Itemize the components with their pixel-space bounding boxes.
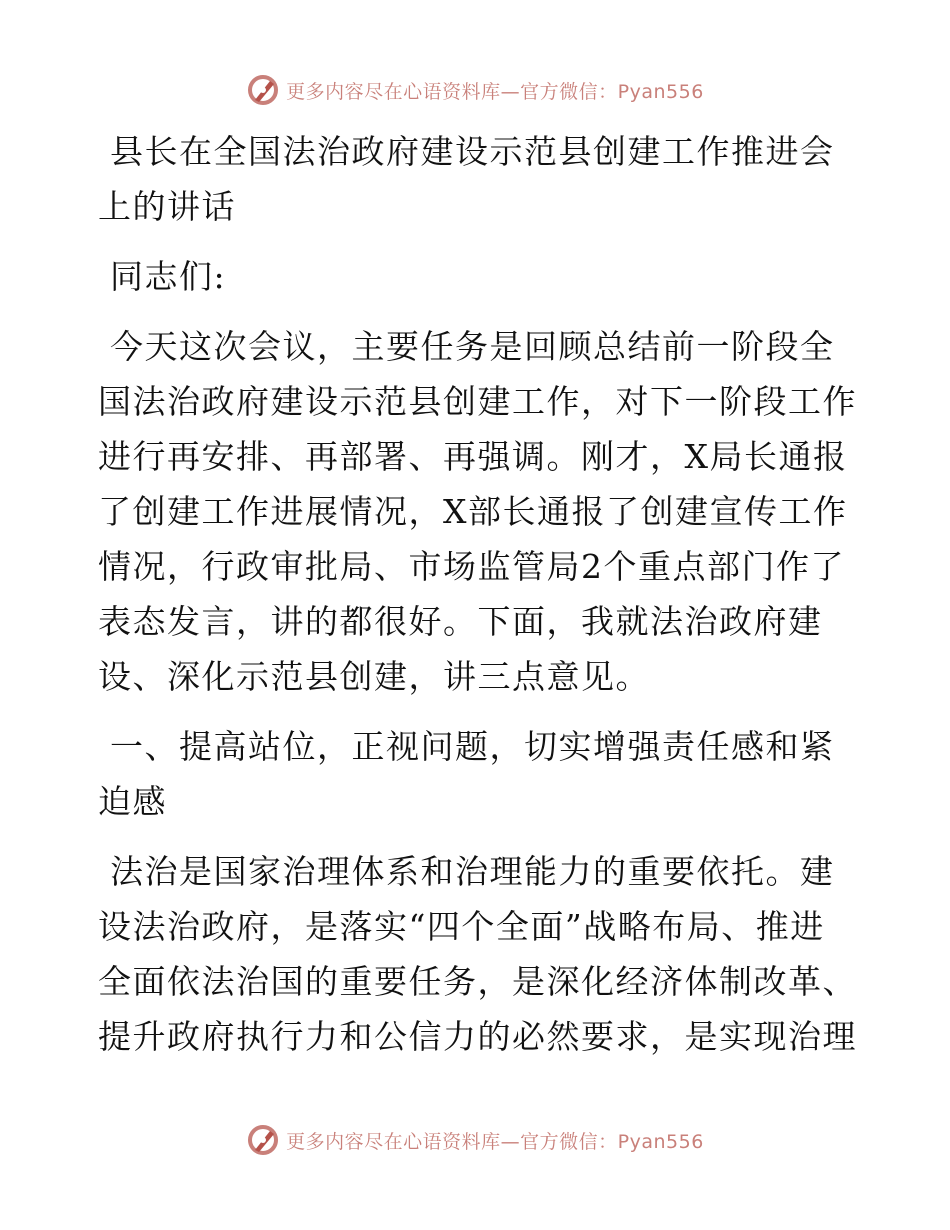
- footer-watermark: [0, 1120, 950, 1160]
- paragraph: 今天这次会议，主要任务是回顾总结前一阶段全国法治政府建设示范县创建工作，对下一阶段工作进行再安排、再部署、再强调。刚才，X局长通报了创建工作进展情况，X部长通报了创建宣传工作情况，行政审批局、市场监管局2个重点部门作了表态发言，讲的都很好。下面，我就法治政府建设、深化示范县创建，讲三点意见。: [98, 327, 857, 696]
- document-title: 县长在全国法治政府建设示范县创建工作推进会上的讲话: [98, 132, 835, 226]
- pen-circle-logo-icon: [246, 73, 280, 107]
- greeting: 同志们:: [110, 257, 227, 296]
- watermark-text: 更多内容尽在心语资料库—官方微信：Pyan556: [286, 80, 704, 103]
- header-watermark: [0, 70, 950, 110]
- pen-circle-logo-icon: [246, 1123, 280, 1157]
- section-heading: 一、提高站位，正视问题，切实增强责任感和紧迫感: [98, 727, 835, 821]
- paragraph: 法治是国家治理体系和治理能力的重要依托。建设法治政府，是落实“四个全面”战略布局、推进全面依法治国的重要任务，是深化经济体制改革、提升政府执行力和公信力的必然要求，是实现治理: [98, 852, 857, 1056]
- watermark-text: 更多内容尽在心语资料库—官方微信：Pyan556: [286, 1130, 704, 1153]
- document-body: [98, 124, 858, 1079]
